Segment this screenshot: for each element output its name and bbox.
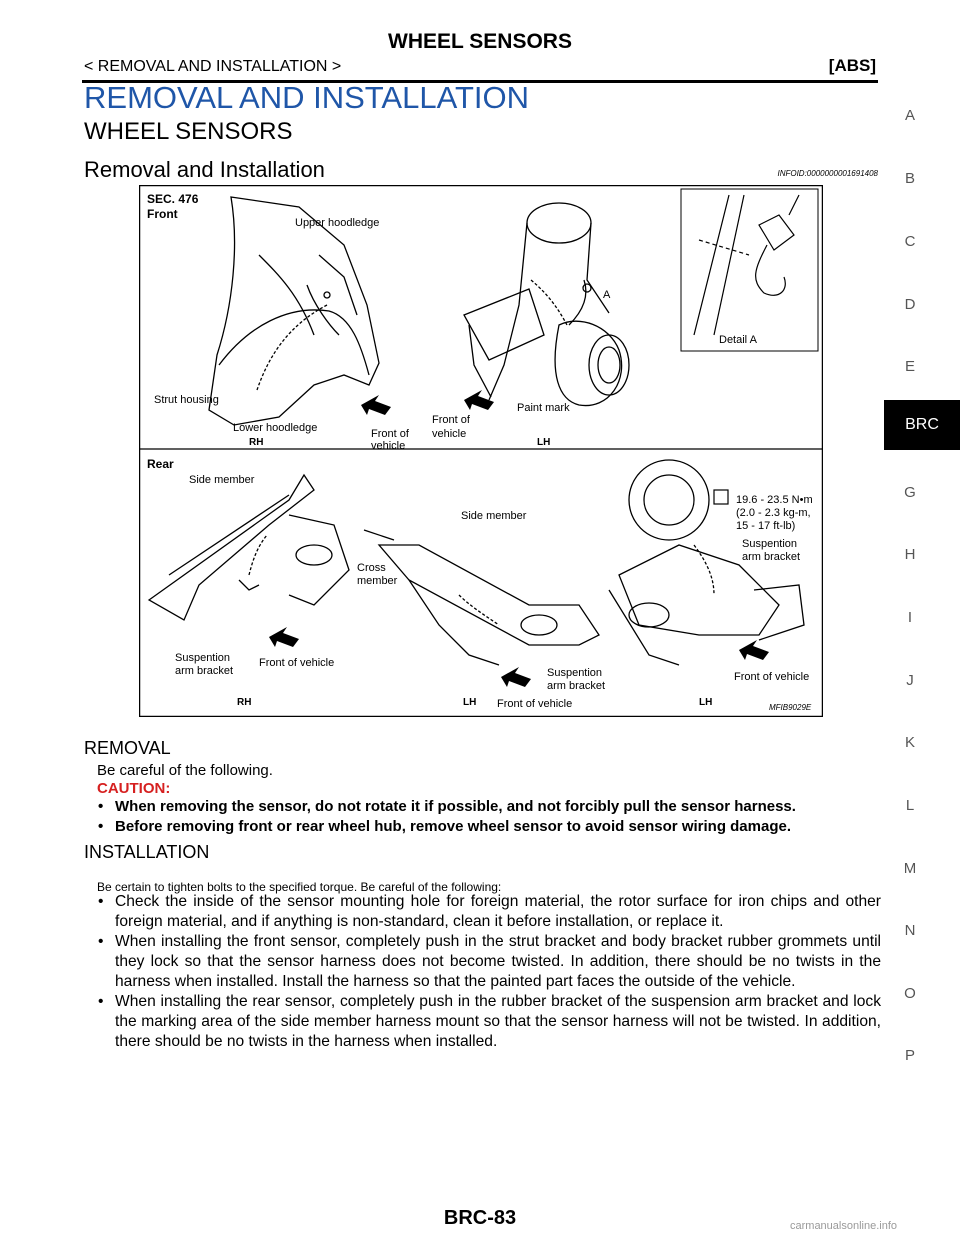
side-index-item[interactable]: N — [904, 922, 916, 939]
fig-torque-2: (2.0 - 2.3 kg-m, — [736, 507, 811, 519]
figure-frame — [140, 186, 823, 717]
fig-a-label: A — [603, 289, 611, 301]
installation-heading: INSTALLATION — [84, 842, 210, 862]
bullet-icon: • — [98, 993, 104, 1010]
fig-rh-2: RH — [237, 697, 252, 708]
side-index-item[interactable]: P — [904, 1047, 915, 1064]
breadcrumb: < REMOVAL AND INSTALLATION > — [84, 58, 342, 75]
fig-front-of-vehicle-3: Front of vehicle — [734, 671, 810, 683]
side-index-item[interactable]: H — [904, 546, 916, 563]
fig-side-member-2: Side member — [461, 510, 527, 522]
page-number: BRC-83 — [443, 1207, 517, 1229]
fig-suspention-3: Suspention — [742, 538, 798, 550]
fig-torque-1: 19.6 - 23.5 N•m — [736, 494, 813, 506]
side-index-item[interactable]: M — [903, 860, 917, 877]
fig-lh-2: LH — [463, 697, 477, 708]
bullet-icon: • — [98, 933, 104, 950]
bullet-icon: • — [98, 818, 104, 835]
fig-arm-bracket-2: arm bracket — [547, 680, 606, 692]
side-index-item[interactable]: D — [904, 296, 916, 313]
side-index-item[interactable]: K — [904, 734, 915, 751]
fig-torque-3: 15 - 17 ft-lb) — [736, 520, 796, 532]
side-index-item[interactable]: E — [904, 358, 915, 375]
installation-bullets — [97, 892, 881, 1052]
side-index-item[interactable]: A — [904, 107, 915, 124]
fig-lh-3: LH — [699, 697, 713, 708]
fig-front-of-vehicle-2: Front of vehicle — [497, 698, 573, 710]
fig-lower-hoodledge: Lower hoodledge — [233, 422, 318, 434]
side-index-item[interactable]: L — [905, 797, 915, 814]
caution-label: CAUTION: — [97, 780, 171, 797]
removal-bullets — [97, 798, 887, 838]
list-item: • Check the inside of the sensor mounting hole for foreign material, the rotor surface for iron chips and other foreign material, and if anything is non-standard, clean it before installation, or replace it. — [98, 893, 881, 930]
removal-installation-title: Removal and Installation — [84, 157, 325, 182]
fig-detail-a: Detail A — [719, 334, 757, 346]
fig-sec: SEC. 476 — [147, 192, 199, 206]
side-index-item[interactable]: I — [907, 609, 913, 626]
side-index-item[interactable]: C — [904, 233, 916, 250]
fig-upper-hoodledge: Upper hoodledge — [295, 217, 380, 229]
side-index-active-tab[interactable]: BRC — [884, 400, 960, 450]
list-item: • When installing the rear sensor, completely push in the rubber bracket of the suspension arm bracket and lock the marking area of the side member harness mount so that the sensor harness will not be twisted. In addition, there should be no twists in the harness when installed. — [98, 993, 881, 1050]
side-index-item[interactable]: J — [906, 672, 914, 689]
fig-arm-bracket-1: arm bracket — [175, 665, 234, 677]
bullet-icon: • — [98, 893, 104, 910]
fig-front-of-1: Front of — [371, 428, 409, 440]
fig-arm-bracket-3: arm bracket — [742, 551, 801, 563]
wheel-sensor-diagram — [139, 185, 823, 717]
fig-rear: Rear — [147, 457, 174, 471]
fig-suspention-2: Suspention — [547, 667, 603, 679]
info-id: INFOID:0000000001691408 — [777, 169, 878, 178]
fig-front-of-2: Front of — [432, 414, 470, 426]
fig-front: Front — [147, 207, 178, 221]
side-index-item[interactable]: O — [904, 985, 916, 1002]
fig-front-of-vehicle-1: Front of vehicle — [259, 657, 335, 669]
side-index-item[interactable]: G — [904, 484, 916, 501]
fig-paint-mark: Paint mark — [517, 402, 570, 414]
fig-side-member-1: Side member — [189, 474, 255, 486]
fig-suspention-1: Suspention — [175, 652, 231, 664]
fig-vehicle-1: vehicle — [371, 440, 406, 452]
fig-member: member — [357, 575, 398, 587]
fig-lh-1: LH — [537, 437, 551, 448]
list-item: • Before removing front or rear wheel hub, remove wheel sensor to avoid sensor wiring damage. — [98, 818, 792, 835]
bullet-icon: • — [98, 798, 104, 815]
fig-code: MFIB9029E — [769, 703, 812, 712]
list-item: • When installing the front sensor, completely push in the strut bracket and body bracket rubber grommets until they lock so that the sensor harness does not become twisted. In addition, there should be no twists in the harness when installed. Install the harness so that the painted part faces the outside of the vehicle. — [98, 933, 881, 990]
subsection-title: WHEEL SENSORS — [84, 118, 293, 145]
fig-cross: Cross — [357, 562, 386, 574]
fig-strut-housing: Strut housing — [154, 394, 219, 406]
header-title: WHEEL SENSORS — [388, 30, 572, 53]
section-title: REMOVAL AND INSTALLATION — [84, 80, 530, 115]
watermark: carmanualsonline.info — [790, 1220, 898, 1232]
fig-vehicle-2: vehicle — [432, 428, 467, 440]
removal-heading: REMOVAL — [84, 738, 171, 758]
header-tag: [ABS] — [828, 56, 876, 75]
removal-intro: Be careful of the following. — [97, 762, 273, 779]
installation-intro: Be certain to tighten bolts to the specified torque. Be careful of the following: — [97, 880, 502, 894]
side-index-item[interactable]: B — [904, 170, 915, 187]
fig-rh-1: RH — [249, 437, 264, 448]
list-item: • When removing the sensor, do not rotate it if possible, and not forcibly pull the sensor harness. — [98, 798, 796, 815]
